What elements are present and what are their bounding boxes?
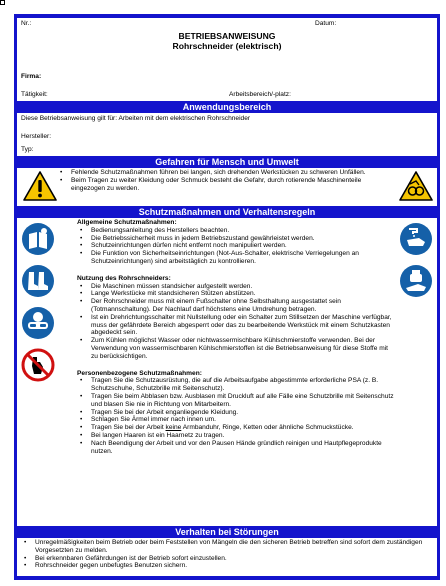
gefahren-item: • Fehlende Schutzmaßnahmen führen bei langen, sich drehenden Werkstücken zu schweren Unfällen. [57,169,387,177]
stoerungen-item: • Unregelmäßigkeiten beim Betrieb oder beim Feststellen von Mängeln die den sicheren Betrieb betreffen sind sofort dem zuständigen Vorgesetzten zu melden. [21,539,431,555]
nr-label: Nr.: [21,20,32,27]
section-heading-gefahren: Gefahren für Mensch und Umwelt [155,157,299,167]
manual-icon [21,222,55,256]
allgemein-list [77,227,395,266]
nutzung-item: • Der Rohrschneider muss mit einem Fußschalter ohne Selbsthaltung ausgestattet sein (Totmannschaltung). Der Nachlauf darf höchstens eine Umdrehung betragen. [77,298,395,314]
allgemein-item: • Die Funktion von Sicherheitseinrichtungen (Not-Aus-Schalter, elektrische Verriegelungen an Schutzeinrichtungen) sind arbeitstäglich zu kontrollieren. [77,250,395,266]
nutzung-item: • Zum Kühlen möglichst Wasser oder nichtwassermischbare Kühlschmierstoffe verwenden. Bei der Verwendung von wassermischbaren Kühlschmierstoffen ist die Betriebsanweisung für diese Stoffe mit zu berücksichtigen. [77,337,395,360]
schmuck-post: Armbanduhr, Ringe, Ketten oder ähnliche Schmuckstücke. [181,424,354,432]
section-heading-stoerungen: Verhalten bei Störungen [175,527,279,537]
allgemein-item: • Schutzeinrichtungen dürfen nicht entfernt noch manipuliert werden. [77,242,395,250]
hersteller-label: Hersteller: [21,133,52,140]
warning-triangle-icon [23,171,57,201]
wash-hands-icon [399,222,433,256]
section-heading-anwendungsbereich: Anwendungsbereich [182,102,272,112]
nutzung-list [77,283,395,361]
person-item: • Bei langen Haaren ist ein Haarnetz zu tragen. [77,432,395,440]
nutzung-item: • Ist ein Drehrichtungsschalter mit Nullstellung oder ein Schalter zum Stillsetzen der Maschine verfügbar, muss der gefährdete Bereich abgesperrt oder das zu bearbeitende Werkstück mit einem Schutzkasten abgedeckt sein. [77,314,395,337]
anwendungsbereich-text: Diese Betriebsanweisung gilt für: Arbeiten mit dem elektrischen Rohrschneider [21,115,251,122]
stoerungen-box [17,538,437,576]
stoerungen-item: • Rohrschneider gegen unbefugtes Benutzen sichern. [21,562,431,570]
schutz-content [77,219,395,455]
firma-label: Firma: [21,73,42,80]
allgemein-item: • Die Betriebssicherheit muss in jedem Betriebszustand gewährleistet werden. [77,235,395,243]
datum-label: Datum: [315,20,337,27]
anwendungsbereich-box [17,113,437,156]
nutzung-item: • Die Maschinen müssen standsicher aufgestellt werden. [77,283,395,291]
allgemein-item: • Bedienungsanleitung des Herstellers beachten. [77,227,395,235]
corner-mark [0,0,5,5]
gefahren-item: • Beim Tragen zu weiter Kleidung oder Schmuck besteht die Gefahr, durch rotierende Maschinenteile eingezogen zu werden. [57,177,387,193]
skin-care-icon [399,264,433,298]
operating-instructions-frame [14,14,440,580]
entanglement-warning-icon [399,171,433,201]
safety-boots-icon [21,264,55,298]
person-item: • Schlagen Sie Ärmel immer nach innen um. [77,416,395,424]
schmuck-pre: Tragen Sie bei der Arbeit [91,424,166,432]
person-item: • Nach Beendigung der Arbeit und vor den Pausen Hände gründlich reinigen und Hautpflegeprodukte nutzen. [77,440,395,456]
stoerungen-list [21,539,431,570]
schmuck-keine: keine [165,424,182,432]
typ-label: Typ: [21,146,34,153]
nutzung-item: • Lange Werkstücke mit standsicheren Stützen abstützen. [77,290,395,298]
allgemein-title: Allgemeine Schutzmaßnahmen: [77,219,177,226]
header-box [17,18,437,101]
section-heading-schutz: Schutzmaßnahmen und Verhaltensregeln [138,207,316,217]
eye-protection-icon [21,306,55,340]
person-title: Personenbezogene Schutzmaßnahmen: [77,369,202,377]
gefahren-box [17,168,437,206]
schutz-box [17,218,437,526]
nutzung-title: Nutzung des Rohrschneiders: [77,274,171,282]
no-jewelry-icon [21,348,55,382]
person-list [77,377,395,455]
gefahren-list [57,169,387,192]
person-item: • Tragen Sie bei der Arbeit enganliegende Kleidung. [77,409,395,417]
taetigkeit-label: Tätigkeit: [21,91,48,98]
person-item-schmuck [77,424,395,432]
arbeitsbereich-label: Arbeitsbereich/-platz: [229,91,291,98]
stoerungen-item: • Bei erkennbaren Gefährdungen ist der Betrieb sofort einzustellen. [21,555,431,563]
person-item: • Tragen Sie beim Abblasen bzw. Ausblasen mit Druckluft auf alle Fälle eine Schutzbrille mit Seitenschutz und blasen Sie nie in Richtung von Mitarbeitern. [77,393,395,409]
page-title: BETRIEBSANWEISUNG [178,31,276,41]
person-item: • Tragen Sie die Schutzausrüstung, die auf die Arbeitsaufgabe abgestimmte erforderliche PSA (z. B. Schutzschuhe, Schutzbrille mit Seitenschutz). [77,377,395,393]
page-subtitle: Rohrschneider (elektrisch) [172,41,282,51]
